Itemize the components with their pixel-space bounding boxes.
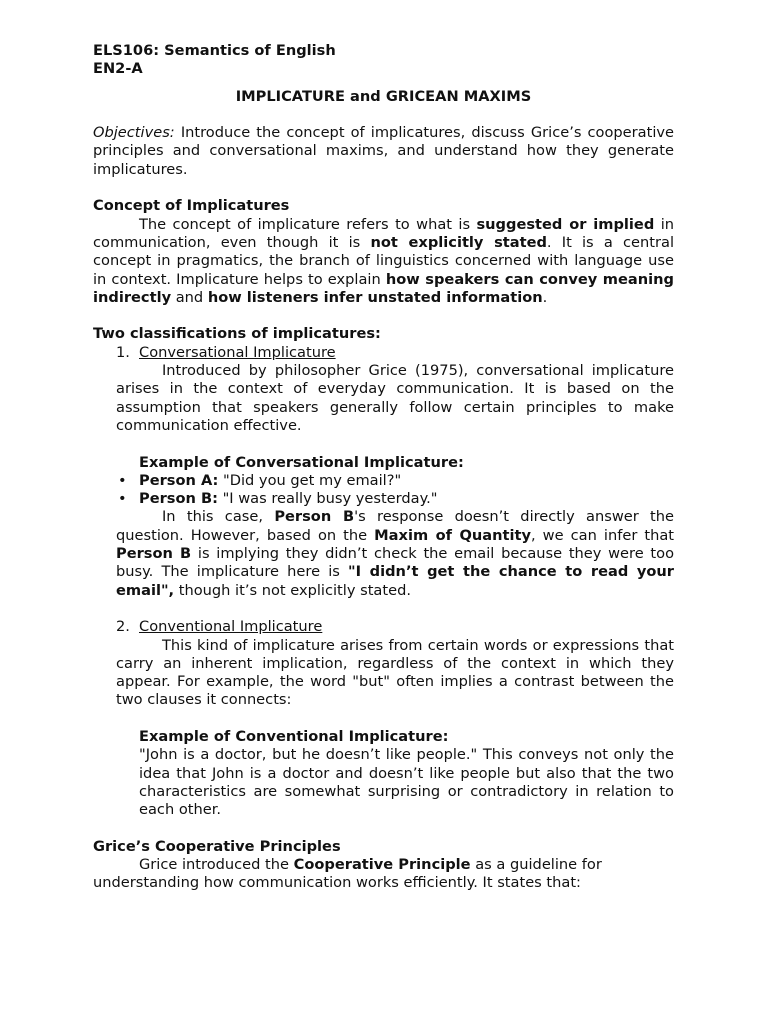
conversational-explanation: In this case, Person B's response doesn’t directly answer the question. However, based on the Maxim of Quantity, we can infer that Person B is implying they didn’t check the email because they were too busy. The implicature here is "I didn’t get the chance to read your email", though it’s not explicitly stated. xyxy=(116,508,674,599)
objectives-text: Introduce the concept of implicatures, discuss Grice’s cooperative principles and conversational maxims, and understand how they generate implicatures. xyxy=(93,124,674,178)
list-number: 2. xyxy=(116,618,130,636)
document-page xyxy=(93,42,674,893)
conversational-paragraph: Introduced by philosopher Grice (1975), conversational implicature arises in the context of everyday communication. It is based on the assumption that speakers generally follow certain principles to make communication effective. xyxy=(116,362,674,434)
document-title: IMPLICATURE and GRICEAN MAXIMS xyxy=(235,87,532,105)
conversational-implicature-label: Conversational Implicature xyxy=(139,343,336,361)
conventional-paragraph: This kind of implicature arises from certain words or expressions that carry an inherent implication, regardless of the context in which they appear. For example, the word "but" often implies a contrast between the two clauses it connects: xyxy=(116,636,674,709)
cooperative-paragraph: Grice introduced the Cooperative Principle as a guideline for understanding how communication works efficiently. It states that: xyxy=(93,856,602,892)
dialogue-line: Person A: "Did you get my email?" xyxy=(139,471,402,489)
conventional-implicature-label: Conventional Implicature xyxy=(139,618,323,636)
conversational-example-heading: Example of Conversational Implicature: xyxy=(139,453,464,471)
bullet-icon: • xyxy=(118,490,127,508)
bullet-person-a xyxy=(116,472,674,490)
list-number: 1. xyxy=(116,343,130,361)
concept-heading: Concept of Implicatures xyxy=(93,197,290,215)
course-title: ELS106: Semantics of English xyxy=(93,42,336,59)
objectives-label: Objectives: xyxy=(93,124,175,142)
course-section: EN2-A xyxy=(93,60,143,78)
classifications-heading: Two classifications of implicatures: xyxy=(93,325,381,343)
dialogue-line: Person B: "I was really busy yesterday." xyxy=(139,490,438,508)
bullet-person-b xyxy=(116,490,674,508)
bullet-icon: • xyxy=(118,471,127,489)
list-item-conventional xyxy=(116,618,674,636)
objectives-paragraph xyxy=(93,124,674,179)
cooperative-heading: Grice’s Cooperative Principles xyxy=(93,837,341,855)
conventional-example-text: "John is a doctor, but he doesn’t like people." This conveys not only the idea that John is a doctor and doesn’t like people but also that the two characteristics are somewhat surprising or contradictory in relation to each other. xyxy=(139,746,674,819)
list-item-conversational xyxy=(116,344,674,362)
concept-paragraph: The concept of implicature refers to what is suggested or implied in communication, even though it is not explicitly stated. It is a central concept in pragmatics, the branch of linguistics concerned with language use in context. Implicature helps to explain how speakers can convey meaning indirectly and how listeners infer unstated information. xyxy=(93,215,674,306)
conventional-example-heading: Example of Conventional Implicature: xyxy=(139,727,449,745)
